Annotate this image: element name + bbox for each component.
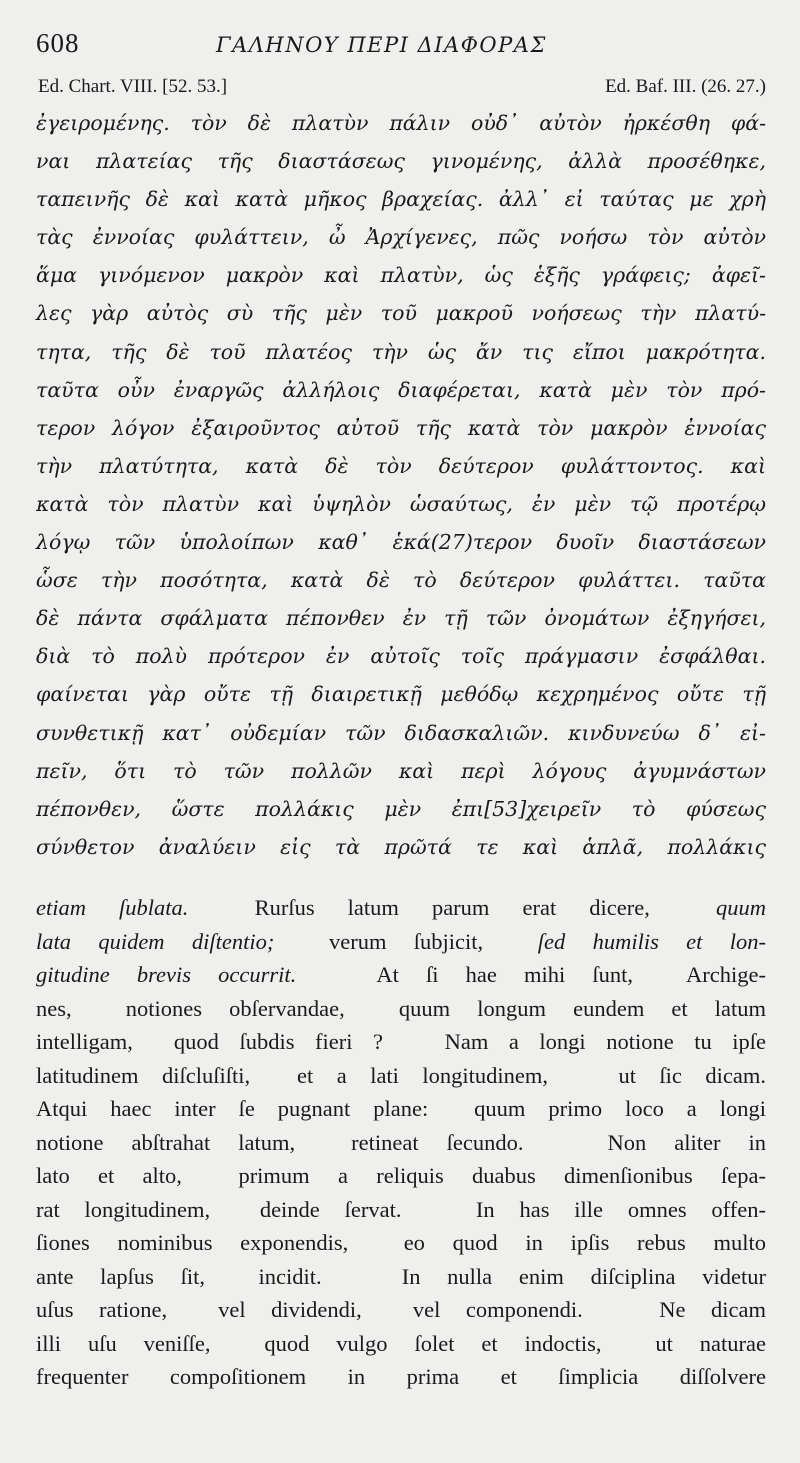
page-number: 608 bbox=[36, 28, 80, 58]
latin-text-line bbox=[36, 1293, 766, 1327]
italic-quotation: lata quidem diſtentio; bbox=[36, 928, 275, 954]
greek-text-line: σύνθετον ἀναλύειν εἰς τὰ πρῶτά τε καὶ ἁπλᾶ, πολλάκις bbox=[36, 834, 766, 859]
text-segment: rat longitudinem, deinde ſervat. In has ille omnes offen- bbox=[36, 1196, 766, 1222]
text-segment: Rurſus latum parum erat dicere, bbox=[188, 895, 716, 920]
latin-text-line bbox=[36, 1159, 766, 1193]
greek-text-line: δὲ πάντα σφάλματα πέπονθεν ἐν τῇ τῶν ὀνομάτων ἐξηγήσει, bbox=[36, 606, 766, 631]
latin-text-line bbox=[36, 1059, 766, 1093]
greek-text-line: φαίνεται γὰρ οὔτε τῇ διαιρετικῇ μεθόδῳ κεχρημένος οὔτε τῇ bbox=[36, 682, 766, 707]
greek-text-line: τερον λόγον ἐξαιροῦντος αὐτοῦ τῆς κατὰ τὸν μακρὸν ἐννοίας bbox=[36, 415, 766, 440]
text-segment: frequenter compoſitionem in prima et ſimplicia diſſolvere bbox=[36, 1364, 766, 1389]
greek-text-line: κατὰ τὸν πλατὺν καὶ ὑψηλὸν ὡσαύτως, ἐν μὲν τῷ προτέρῳ bbox=[36, 491, 766, 516]
latin-text-line bbox=[36, 1025, 766, 1059]
latin-text-line bbox=[36, 1327, 766, 1361]
italic-quotation: gitudine brevis occurrit. bbox=[36, 962, 297, 987]
greek-text-line: τὴν πλατύτητα, κατὰ δὲ τὸν δεύτερον φυλάττοντος. καὶ bbox=[36, 453, 766, 478]
text-segment: ante lapſus ſit, incidit. In nulla enim diſciplina videtur bbox=[36, 1263, 766, 1289]
text-segment: At ſi hae mihi ſunt, Archige- bbox=[296, 962, 766, 987]
edition-basel-reference: Ed. Baf. III. (26. 27.) bbox=[605, 76, 766, 97]
latin-text-line bbox=[36, 1226, 766, 1260]
page-header bbox=[36, 28, 766, 68]
greek-text-line: λες γὰρ αὐτὸς σὺ τῆς μὲν τοῦ μακροῦ νοήσεως τὴν πλατύ- bbox=[36, 301, 766, 326]
latin-text-block bbox=[36, 891, 766, 1394]
greek-text-line: ναι πλατείας τῆς διαστάσεως γινομένης, ἀλλὰ προσέθηκε, bbox=[36, 149, 766, 174]
greek-text-line: ταῦτα οὖν ἐναργῶς ἀλλήλοις διαφέρεται, κατὰ μὲν τὸν πρό- bbox=[36, 377, 766, 402]
greek-text-line: διὰ τὸ πολὺ πρότερον ἐν αὐτοῖς τοῖς πράγμασιν ἐσφάλθαι. bbox=[36, 644, 766, 669]
latin-text-line bbox=[36, 992, 766, 1026]
latin-text-line bbox=[36, 958, 766, 992]
edition-reference bbox=[36, 76, 766, 106]
text-segment: verum ſubjicit, bbox=[274, 928, 538, 954]
running-title: ΓΑΛΗΝΟΥ ΠΕΡΙ ΔΙΑΦΟΡΑΣ bbox=[216, 33, 547, 57]
greek-text-block bbox=[36, 104, 766, 866]
greek-text-line: συνθετικῇ κατ᾽ οὐδεμίαν τῶν διδασκαλιῶν. κινδυνεύω δ᾽ εἰ- bbox=[36, 720, 766, 745]
text-segment: lato et alto, primum a reliquis duabus dimenſionibus ſepa- bbox=[36, 1163, 766, 1188]
greek-text-line: ὧσε τὴν ποσότητα, κατὰ δὲ τὸ δεύτερον φυλάττει. ταῦτα bbox=[36, 568, 766, 593]
edition-chart-reference: Ed. Chart. VIII. [52. 53.] bbox=[38, 76, 228, 97]
text-segment: nes, notiones obſervandae, quum longum eundem et latum bbox=[36, 995, 766, 1021]
italic-quotation: quum bbox=[716, 895, 766, 920]
greek-text-line: ταπεινῆς δὲ καὶ κατὰ μῆκος βραχείας. ἀλλ᾽ εἰ ταύτας με χρὴ bbox=[36, 187, 766, 212]
italic-quotation: etiam ſublata. bbox=[36, 895, 189, 920]
greek-text-line: πέπονθεν, ὥστε πολλάκις μὲν ἐπι[53]χειρεῖν τὸ φύσεως bbox=[36, 796, 766, 821]
latin-text-line bbox=[36, 1126, 766, 1160]
text-segment: Atqui haec inter ſe pugnant plane: quum primo loco a longi bbox=[36, 1096, 766, 1121]
greek-text-line: πεῖν, ὅτι τὸ τῶν πολλῶν καὶ περὶ λόγους ἀγυμνάστων bbox=[36, 758, 766, 783]
latin-text-line bbox=[36, 891, 766, 925]
latin-text-line bbox=[36, 925, 766, 959]
greek-text-line: τὰς ἐννοίας φυλάττειν, ὦ Ἀρχίγενες, πῶς νοήσω τὸν αὐτὸν bbox=[36, 225, 766, 250]
greek-text-line: λόγῳ τῶν ὑπολοίπων καθ᾽ ἑκά(27)τερον δυοῖν διαστάσεων bbox=[36, 530, 766, 555]
latin-text-line bbox=[36, 1260, 766, 1294]
text-segment: uſus ratione, vel dividendi, vel componendi. Ne dicam bbox=[36, 1297, 766, 1322]
latin-text-line bbox=[36, 1092, 766, 1126]
text-segment: latitudinem diſcluſiſti, et a lati longitudinem, ut ſic dicam. bbox=[36, 1062, 766, 1088]
text-segment: intelligam, quod ſubdis fieri ? Nam a longi notione tu ipſe bbox=[36, 1029, 766, 1054]
text-segment: ſiones nominibus exponendis, eo quod in ipſis rebus multo bbox=[36, 1230, 766, 1255]
latin-text-line bbox=[36, 1193, 766, 1227]
latin-text-line bbox=[36, 1360, 766, 1394]
greek-text-line: τητα, τῆς δὲ τοῦ πλατέος τὴν ὡς ἄν τις εἴποι μακρότητα. bbox=[36, 339, 766, 364]
text-segment: notione abſtrahat latum, retineat ſecundo. Non aliter in bbox=[36, 1129, 766, 1155]
greek-text-line: ἅμα γινόμενον μακρὸν καὶ πλατὺν, ὡς ἑξῆς γράφεις; ἀφεῖ- bbox=[36, 263, 766, 288]
greek-text-line: ἐγειρομένης. τὸν δὲ πλατὺν πάλιν οὐδ᾽ αὐτὸν ἠρκέσθη φά- bbox=[36, 111, 766, 135]
text-segment: illi uſu veniſſe, quod vulgo ſolet et indoctis, ut naturae bbox=[36, 1330, 766, 1356]
italic-quotation: ſed humilis et lon- bbox=[537, 928, 766, 954]
